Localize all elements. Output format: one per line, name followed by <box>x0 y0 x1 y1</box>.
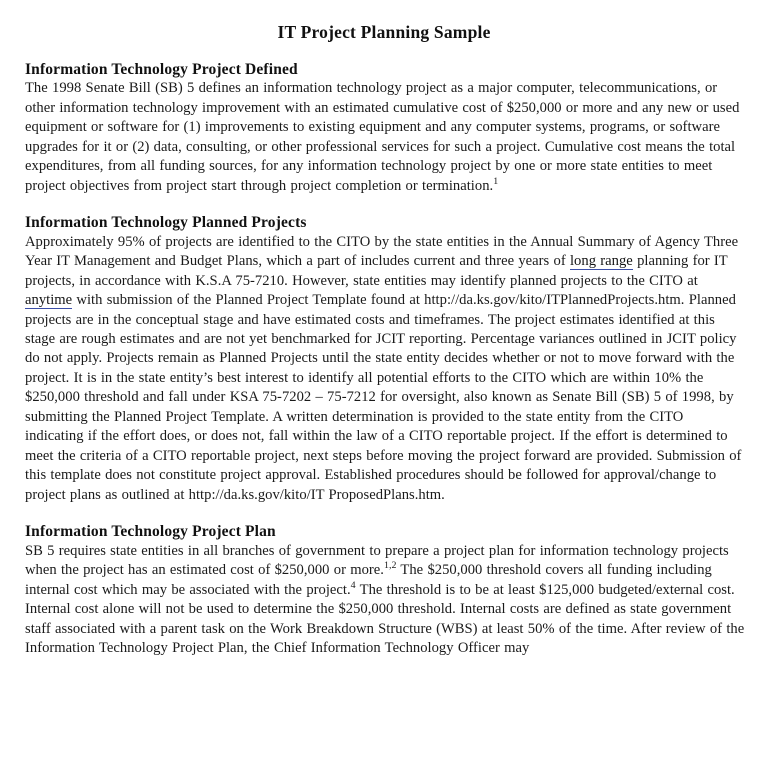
paragraph-text: The 1998 Senate Bill (SB) 5 defines an information technology project as a major computer, telecommunications, or other information technology improvement with an estimated cumulative cost of $250,000 or more and any new or used equipment or software for (1) improvements to existing equipment and any computer systems, programs, or software upgrades for it or (2) data, consulting, or other professional services for such a project. Cumulative cost means the total expenditures, from all funding sources, for any information technology project by one or more state entities to meet project objectives from project start through project completion or termination. <box>25 80 740 194</box>
paragraph-project-defined <box>25 79 746 196</box>
paragraph-text: SB 5 requires state entities in all branches of government to prepare a project plan for information technology projects when the project has an estimated cost of $250,000 or more. <box>25 542 729 579</box>
section-heading-project-plan: Information Technology Project Plan <box>25 523 276 541</box>
paragraph-planned-projects <box>25 233 746 506</box>
section-spacer <box>25 505 746 522</box>
footnote-marker: 1,2 <box>383 560 397 572</box>
section-heading-project-defined: Information Technology Project Defined <box>25 60 298 78</box>
paragraph-text: Approximately 95% of projects are identified to the CITO by the state entities in the Annual Summary of Agency Three Year IT Management and Budget Plans, which a part of includes current and three years of <box>25 233 739 270</box>
section-heading-planned-projects: Information Technology Planned Projects <box>25 213 307 231</box>
title-spacer <box>0 42 768 60</box>
link-anytime[interactable]: anytime <box>25 292 73 309</box>
paragraph-text: The threshold is to be at least $125,000 budgeted/external cost. Internal cost alone will not be used to determine the $250,000 threshold. Internal costs are defined as state government staff associated with a parent task on the Work Breakdown Structure (WBS) at least 50% of the time. After review of the Information Technology Project Plan, the Chief Information Technology Officer may <box>25 581 745 657</box>
document-body <box>0 60 768 659</box>
footnote-marker: 4 <box>350 579 356 591</box>
section-spacer <box>25 196 746 213</box>
paragraph-project-plan <box>25 542 746 659</box>
paragraph-text: planning for IT projects, in accordance with K.S.A 75-7210. However, state entities may identify planned projects to the CITO at <box>25 253 728 289</box>
paragraph-text: The $250,000 threshold covers all funding including internal cost which may be associated with the project. <box>25 562 712 598</box>
link-long-range[interactable]: long range <box>569 253 633 270</box>
page-title: IT Project Planning Sample <box>277 22 491 42</box>
paragraph-text: with submission of the Planned Project Template found at http://da.ks.gov/kito/ITPlannedProjects.htm. Planned projects are in the conceptual stage and have estimated costs and timeframes. The project estimates identified at this stage are rough estimates and are not yet benchmarked for JCIT reporting. Percentage variances outlined in JCIT policy do not apply. Projects remain as Planned Projects until the state entity decides whether or not to move forward with the project. It is in the state entity’s best interest to identify all potential efforts to the CITO which are within 10% the $250,000 threshold and fall under KSA 75-7202 – 75-7212 for oversight, also known as Senate Bill (SB) 5 of 1998, by submitting the Planned Project Template. A written determination is provided to the state entity from the CITO indicating if the effort does, or does not, fall within the law of a CITO reportable project. If the effort is determined to meet the criteria of a CITO reportable project, next steps before moving the project forward are provided. Submission of this template does not constitute project approval. Established procedures should be followed for approval/change to project plans as outlined at http://da.ks.gov/kito/IT ProposedPlans.htm. <box>25 292 742 503</box>
footnote-marker: 1 <box>493 175 499 187</box>
